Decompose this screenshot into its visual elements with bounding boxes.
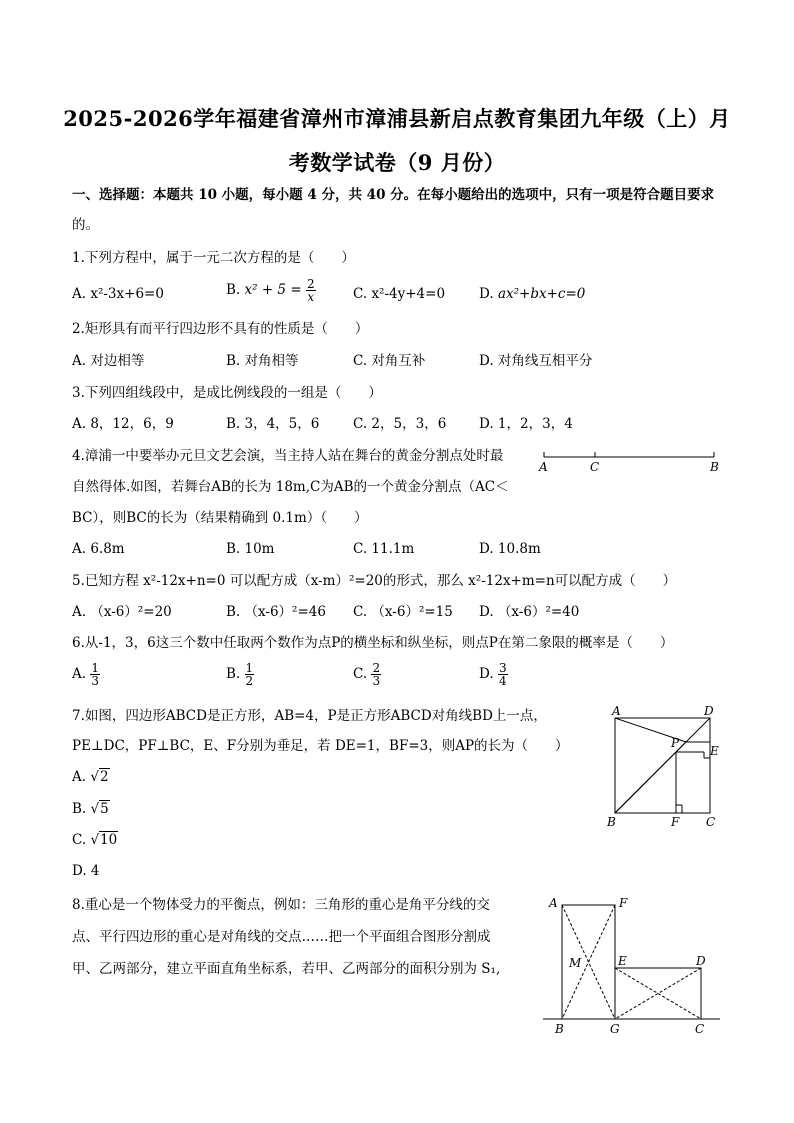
q7-segment-pb xyxy=(615,742,686,813)
q8-diag-ec xyxy=(615,968,701,1019)
q8-composite-figure xyxy=(538,893,728,1039)
q6-d-num: 3 xyxy=(498,661,507,675)
q7-b-sqrt: √5 xyxy=(90,801,109,817)
q5-stem: 5.已知方程 x²-12x+n=0 可以配方成（x-m）²=20的形式，那么 x²-12x+m=n可以配方成（ ） xyxy=(72,573,677,589)
q6-b-label: B. xyxy=(226,666,241,682)
q7-label-b: B xyxy=(607,815,616,829)
q2-option-d: D. 对角线互相平分 xyxy=(479,353,593,369)
q5-option-d: D. （x-6）²=40 xyxy=(479,604,580,620)
q3-option-d: D. 1，2，3，4 xyxy=(479,416,573,432)
section-heading-line2: 的。 xyxy=(72,217,99,233)
q1-option-a xyxy=(72,285,164,303)
q2-option-b: B. 对角相等 xyxy=(226,353,299,369)
q6-option-a xyxy=(72,662,100,687)
q1-d-text: ax²+bx+c=0 xyxy=(497,286,586,302)
q4-segment-figure xyxy=(532,444,732,476)
q8-label-d: D xyxy=(696,954,706,968)
q1-option-c xyxy=(353,285,445,303)
q8-label-m: M xyxy=(569,956,582,970)
q6-d-label: D. xyxy=(479,666,494,682)
q2-stem: 2.矩形具有而平行四边形不具有的性质是（ ） xyxy=(72,321,369,337)
q6-d-fraction xyxy=(498,662,508,687)
q3-option-a: A. 8，12，6，9 xyxy=(72,416,174,432)
q4-option-b: B. 10m xyxy=(226,541,275,557)
q8-label-a: A xyxy=(549,896,558,910)
q7-line2: PE⊥DC，PF⊥BC，E、F分别为垂足，若 DE=1，BF=3，则AP的长为（ ） xyxy=(72,738,569,754)
q7-c-sqrt: √10 xyxy=(90,832,118,848)
q6-b-fraction xyxy=(245,662,255,687)
q7-c-radicand: 10 xyxy=(100,832,118,848)
q4-point-a-label: A xyxy=(539,460,548,474)
exam-title-line1: 2025-2026学年福建省漳州市漳浦县新启点教育集团九年级（上）月 xyxy=(63,106,731,131)
q1-b-den: x xyxy=(307,290,315,304)
q1-b-left: x² + 5 = xyxy=(244,282,302,298)
q6-c-den: 3 xyxy=(372,674,381,688)
q1-d-label: D. xyxy=(479,286,494,302)
q4-line3: BC），则BC的长为（结果精确到 0.1m）（ ） xyxy=(72,510,368,526)
q7-label-c: C xyxy=(706,815,716,829)
q6-b-num: 1 xyxy=(245,661,254,675)
q1-b-label: B. xyxy=(226,282,241,298)
q6-a-fraction xyxy=(90,662,100,687)
q3-stem: 3.下列四组线段中，是成比例线段的一组是（ ） xyxy=(72,385,382,401)
q1-c-label: C. xyxy=(353,286,368,302)
q8-label-g: G xyxy=(610,1022,620,1036)
q3-option-b: B. 3，4，5，6 xyxy=(226,416,320,432)
q7-label-d: D xyxy=(704,704,714,718)
q7-a-label: A. xyxy=(72,769,87,785)
q8-label-f: F xyxy=(619,896,628,910)
q5-option-c: C. （x-6）²=15 xyxy=(353,604,453,620)
q4-option-d: D. 10.8m xyxy=(479,541,541,557)
q3-option-c: C. 2，5，3，6 xyxy=(353,416,447,432)
q8-rect-egcd xyxy=(615,968,701,1019)
q7-b-label: B. xyxy=(72,801,87,817)
q6-c-num: 2 xyxy=(372,661,381,675)
q7-option-d: D. 4 xyxy=(72,863,100,879)
q4-point-c-label: C xyxy=(590,460,600,474)
q1-stem: 1.下列方程中，属于一元二次方程的是（ ） xyxy=(72,250,355,266)
q7-square-figure xyxy=(600,702,730,832)
q7-option-a xyxy=(72,768,110,786)
q5-option-b: B. （x-6）²=46 xyxy=(226,604,326,620)
q4-point-b-label: B xyxy=(710,460,719,474)
section-heading-line1: 一、选择题：本题共 10 小题，每小题 4 分，共 40 分。在每小题给出的选项中，只有一项是符合题目要求 xyxy=(72,187,715,203)
q7-option-b xyxy=(72,800,110,818)
q1-a-text: x²-3x+6=0 xyxy=(90,286,164,302)
q6-c-label: C. xyxy=(353,666,368,682)
q6-option-d xyxy=(479,662,508,687)
q7-label-p: P xyxy=(671,736,680,750)
q8-label-c: C xyxy=(695,1022,705,1036)
q8-line2: 点、平行四边形的重心是对角线的交点……把一个平面组合图形分割成 xyxy=(72,929,491,945)
q7-a-radicand: 2 xyxy=(99,769,109,785)
q4-line1: 4.漳浦一中要举办元旦文艺会演，当主持人站在舞台的黄金分割点处时最 xyxy=(72,448,504,464)
q4-line2: 自然得体.如图，若舞台AB的长为 18m,C为AB的一个黄金分割点（AC＜ xyxy=(72,479,509,495)
q6-d-den: 4 xyxy=(498,674,507,688)
q1-option-d xyxy=(479,285,585,303)
q6-a-label: A. xyxy=(72,666,87,682)
q6-a-den: 3 xyxy=(91,674,99,688)
q6-b-den: 2 xyxy=(245,674,254,688)
q7-label-e: E xyxy=(710,744,719,758)
q6-option-b xyxy=(226,662,254,687)
q7-label-a: A xyxy=(612,704,621,718)
q1-c-text: x²-4y+4=0 xyxy=(371,286,446,302)
q1-b-num: 2 xyxy=(306,277,315,291)
q1-b-fraction xyxy=(306,278,316,303)
q2-option-c: C. 对角互补 xyxy=(353,353,426,369)
q2-option-a: A. 对边相等 xyxy=(72,353,145,369)
exam-title-line2: 考数学试卷（9 月份） xyxy=(288,150,506,175)
q8-label-b: B xyxy=(555,1022,564,1036)
q8-line3: 甲、乙两部分，建立平面直角坐标系，若甲、乙两部分的面积分别为 S₁, xyxy=(72,961,501,977)
q7-label-f: F xyxy=(671,815,680,829)
q6-stem: 6.从-1，3，6这三个数中任取两个数作为点P的横坐标和纵坐标，则点P在第二象限的概率是（ ） xyxy=(72,635,674,651)
q7-option-c xyxy=(72,831,118,849)
q6-option-c xyxy=(353,662,381,687)
q5-option-a: A. （x-6）²=20 xyxy=(72,604,172,620)
q4-option-c: C. 11.1m xyxy=(353,541,415,557)
q7-line1: 7.如图，四边形ABCD是正方形，AB=4，P是正方形ABCD对角线BD上一点， xyxy=(72,708,547,724)
q1-a-label: A. xyxy=(72,286,87,302)
q7-a-sqrt: √2 xyxy=(90,769,109,785)
q6-a-num: 1 xyxy=(91,661,99,675)
q8-label-e: E xyxy=(618,954,627,968)
q1-option-b xyxy=(226,278,316,303)
q7-c-label: C. xyxy=(72,832,87,848)
q6-c-fraction xyxy=(371,662,381,687)
q4-option-a: A. 6.8m xyxy=(72,541,125,557)
q7-b-radicand: 5 xyxy=(100,801,109,817)
q8-diag-dg xyxy=(615,968,701,1019)
q8-line1: 8.重心是一个物体受力的平衡点，例如：三角形的重心是角平分线的交 xyxy=(72,897,490,913)
